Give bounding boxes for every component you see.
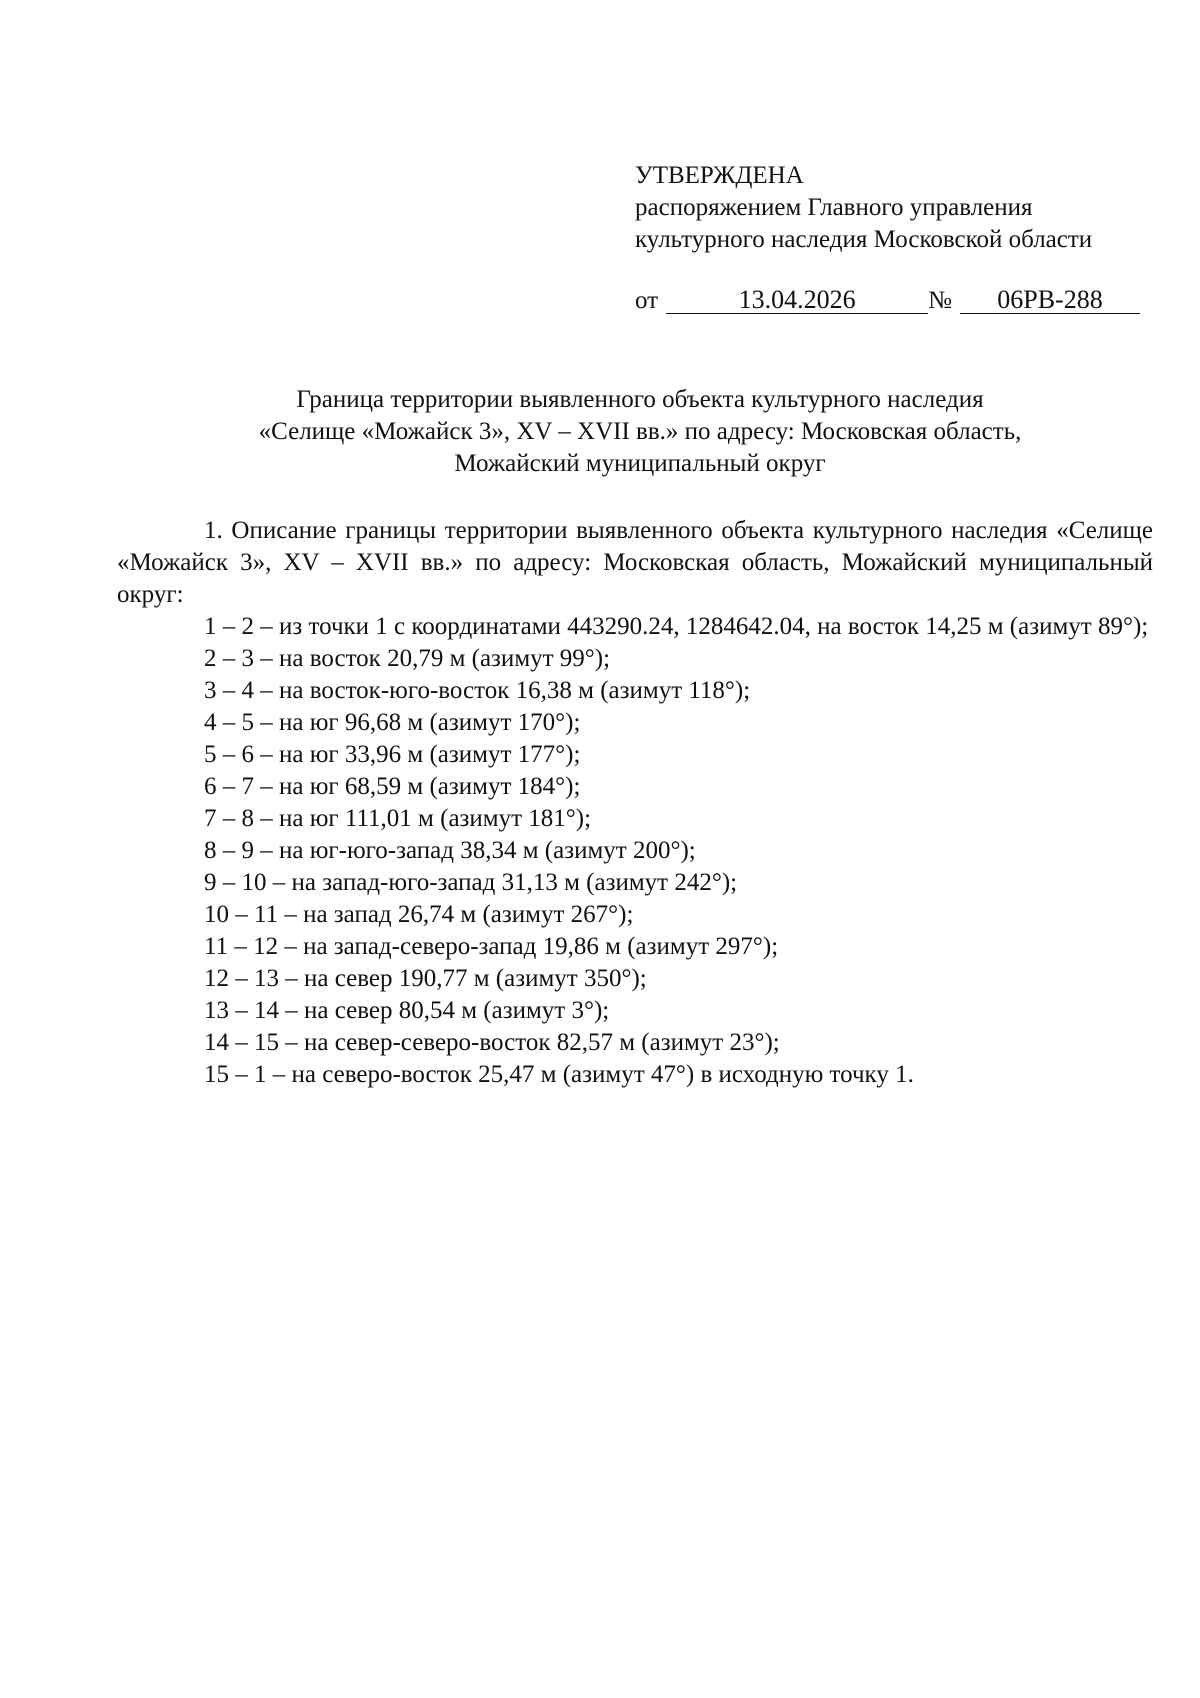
boundary-segment: 5 – 6 – на юг 33,96 м (азимут 177°); (204, 741, 581, 768)
approval-heading: УТВЕРЖДЕНА (635, 162, 804, 189)
boundary-segment: 13 – 14 – на север 80,54 м (азимут 3°); (204, 997, 610, 1024)
date-value: 13.04.2026 (666, 287, 928, 314)
boundary-segment: 10 – 11 – на запад 26,74 м (азимут 267°); (204, 901, 634, 928)
approval-date-row (635, 285, 1155, 317)
boundary-segment: 14 – 15 – на север-северо-восток 82,57 м (азимут 23°); (204, 1029, 780, 1056)
number-label: № (928, 287, 952, 314)
date-label: от (635, 287, 659, 314)
boundary-segment: 11 – 12 – на запад-северо-запад 19,86 м (азимут 297°); (204, 933, 779, 960)
boundary-segment: 12 – 13 – на север 190,77 м (азимут 350°); (204, 965, 647, 992)
boundary-segment: 15 – 1 – на северо-восток 25,47 м (азимут 47°) в исходную точку 1. (204, 1061, 914, 1088)
title-line-3: Можайский муниципальный округ (454, 450, 826, 477)
boundary-segment: 9 – 10 – на запад-юго-запад 31,13 м (азимут 242°); (204, 869, 738, 896)
boundary-segment: 2 – 3 – на восток 20,79 м (азимут 99°); (204, 645, 611, 672)
document-title (120, 384, 1160, 480)
boundary-segment: 6 – 7 – на юг 68,59 м (азимут 184°); (204, 773, 581, 800)
boundary-segment: 3 – 4 – на восток-юго-восток 16,38 м (азимут 118°); (204, 677, 751, 704)
approval-line-1: распоряжением Главного управления (635, 194, 1033, 221)
boundary-description (117, 515, 1153, 1091)
boundary-segment: 1 – 2 – из точки 1 с координатами 443290.24, 1284642.04, на восток 14,25 м (азимут 89°); (204, 613, 1149, 640)
approval-block (635, 160, 1155, 256)
section-intro: 1. Описание границы территории выявленного объекта культурного наследия «Селище «Можайск 3», XV – XVII вв.» по адресу: Московская область, Можайский муниципальный округ: (117, 517, 1153, 608)
boundary-segment: 4 – 5 – на юг 96,68 м (азимут 170°); (204, 709, 581, 736)
approval-line-2: культурного наследия Московской области (635, 226, 1093, 253)
title-line-2: «Селище «Можайск 3», XV – XVII вв.» по адресу: Московская область, (258, 418, 1022, 445)
boundary-segment: 8 – 9 – на юг-юго-запад 38,34 м (азимут 200°); (204, 837, 696, 864)
number-value: 06РВ-288 (960, 287, 1140, 314)
title-line-1: Граница территории выявленного объекта культурного наследия (296, 386, 984, 413)
boundary-segment: 7 – 8 – на юг 111,01 м (азимут 181°); (204, 805, 592, 832)
